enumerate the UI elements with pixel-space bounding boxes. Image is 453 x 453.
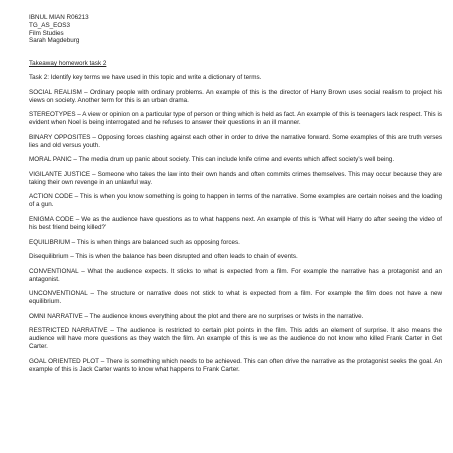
term-enigma-code: ENIGMA CODE – We as the audience have questions as to what happens next. An example of this is ‘What will Harry do after seeing the video of his best friend being killed?’ bbox=[29, 215, 442, 232]
student-name-id: IBNUL MIAN R06213 bbox=[29, 14, 89, 21]
document-body bbox=[29, 60, 442, 380]
task-instruction: Task 2: Identify key terms we have used in this topic and write a dictionary of terms. bbox=[29, 74, 262, 82]
group-code: TG_AS_EOS3 bbox=[29, 21, 70, 29]
term-equilibrium: EQUILIBRIUM – This is when things are balanced such as opposing forces. bbox=[29, 238, 240, 246]
term-goal-oriented-plot: GOAL ORIENTED PLOT – There is something which needs to be achieved. This can often drive the narrative as the protagonist seeks the goal. An example of this is Jack Carter wants to know what happens to Frank Carter. bbox=[29, 357, 442, 373]
term-vigilante-justice: VIGILANTE JUSTICE – Someone who takes the law into their own hands and often commits crimes themselves. This may occur because they are taking their own revenge in an unlawful way. bbox=[29, 170, 442, 186]
term-action-code: ACTION CODE – This is when you know something is going to happen in terms of the narrative. Some examples are certain noises and the loading of a gun. bbox=[29, 193, 442, 209]
term-omni-narrative: OMNI NARRATIVE – The audience knows everything about the plot and there are no surprises or twists in the narrative. bbox=[29, 312, 364, 320]
term-binary-opposites: BINARY OPPOSITES – Opposing forces clashing against each other in order to drive the narrative forward. Some examples of this are truth verses lies and old versus youth. bbox=[29, 133, 442, 149]
subject: Film Studies bbox=[29, 29, 64, 37]
term-moral-panic: MORAL PANIC – The media drum up panic about society. This can include knife crime and events which affect society’s well being. bbox=[29, 156, 395, 164]
term-conventional: CONVENTIONAL – What the audience expects. It sticks to what is expected from a film. For example the narrative has a protagonist and an antagonist. bbox=[29, 267, 442, 283]
term-unconventional: UNCONVENTIONAL – The structure or narrative does not stick to what is expected from a film. For example the film does not have a new equilibrium. bbox=[29, 290, 442, 306]
term-restricted-narrative: RESTRICTED NARRATIVE – The audience is restricted to certain plot points in the film. This adds an element of surprise. It also means the audience will have more questions as they watch the film. An example of this is we as the audience do not know who killed Frank Carter in Get Carter. bbox=[29, 327, 442, 351]
document-header bbox=[29, 14, 89, 45]
document-title: Takeaway homework task 2 bbox=[29, 60, 107, 67]
term-disequilibrium: Disequilibrium – This is when the balance has been disrupted and often leads to chain of events. bbox=[29, 253, 298, 261]
term-social-realism: SOCIAL REALISM – Ordinary people with ordinary problems. An example of this is the director of Harry Brown uses social realism to project his views on society. Another term for this is an urban drama. bbox=[29, 88, 442, 104]
teacher-name: Sarah Magdeburg bbox=[29, 37, 80, 45]
term-stereotypes: STEREOTYPES – A view or opinion on a particular type of person or thing which is held as fact. An example of this is teenagers lack respect. This is evident when Noel is being interrogated and he refuses to answer their questions in an ill manner. bbox=[29, 111, 442, 127]
